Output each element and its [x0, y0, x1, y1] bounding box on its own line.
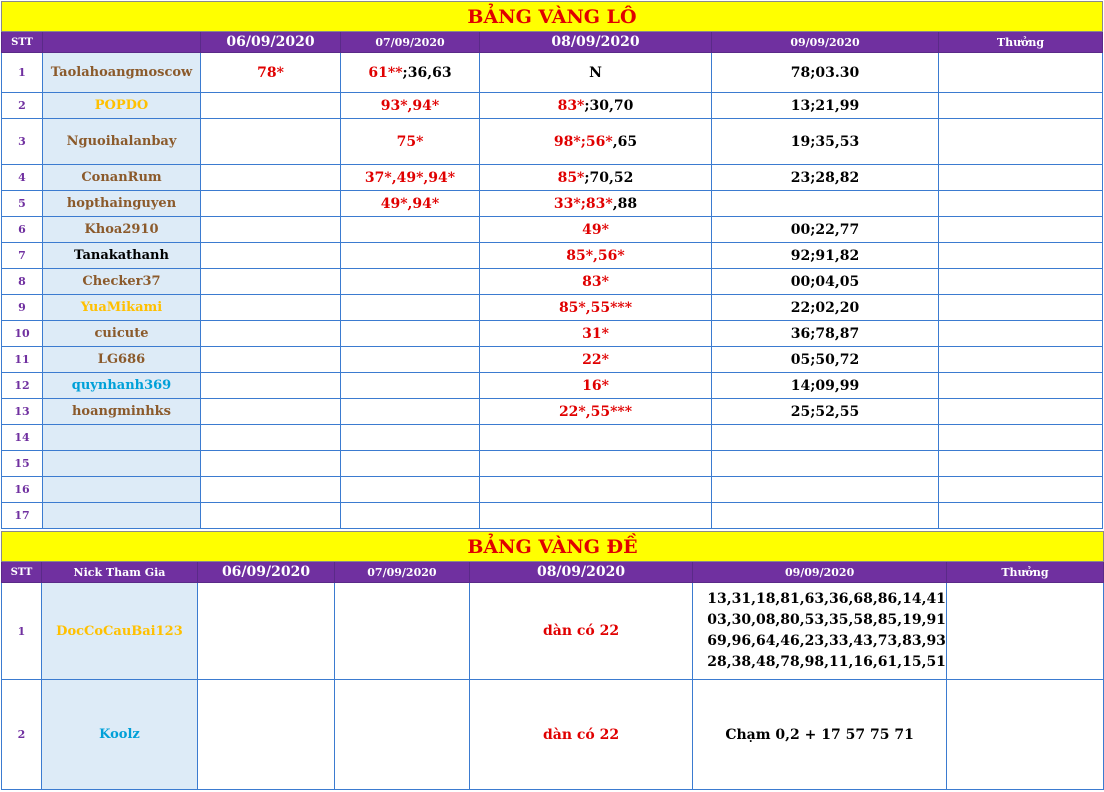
pick-value: 85* [557, 169, 585, 186]
row-d4 [712, 451, 939, 477]
header-reward: Thưởng [939, 32, 1103, 53]
row-d1 [201, 477, 341, 503]
row-nick [43, 165, 201, 191]
row-d4 [712, 295, 939, 321]
row-d1 [201, 217, 341, 243]
row-nick [43, 321, 201, 347]
result-value: 36;78,87 [790, 325, 860, 342]
row-nick [43, 243, 201, 269]
row-stt [2, 680, 42, 790]
result-value: 23;28,82 [790, 169, 860, 186]
row-d2 [341, 93, 480, 119]
header-date-0709: 07/09/2020 [334, 562, 469, 583]
table-row [2, 425, 1103, 451]
row-nick [41, 680, 197, 790]
row-nick [43, 191, 201, 217]
stt-value: 3 [18, 135, 26, 148]
pick-value: 83* [557, 97, 585, 114]
stt-value: 2 [18, 99, 26, 112]
row-d3 [480, 93, 712, 119]
table-row [2, 165, 1103, 191]
row-d4 [712, 217, 939, 243]
stt-value: 10 [14, 327, 30, 340]
de-title: BẢNG VÀNG ĐỀ [2, 532, 1104, 562]
row-d1 [201, 191, 341, 217]
lo-header-row [2, 32, 1103, 53]
row-d3 [480, 119, 712, 165]
row-d1 [201, 119, 341, 165]
header-date-0909: 09/09/2020 [712, 32, 939, 53]
row-d3 [480, 53, 712, 93]
row-nick [43, 399, 201, 425]
row-d4 [712, 119, 939, 165]
row-nick [43, 53, 201, 93]
row-d1 [201, 321, 341, 347]
row-d2 [341, 191, 480, 217]
nick-value: Nguoihalanbay [66, 134, 177, 149]
row-reward [939, 503, 1103, 529]
row-d1 [198, 583, 335, 680]
row-d3 [480, 243, 712, 269]
table-row [2, 217, 1103, 243]
table-row [2, 243, 1103, 269]
row-reward [939, 93, 1103, 119]
lo-table [1, 1, 1103, 529]
de-header-row [2, 562, 1104, 583]
stt-value: 2 [17, 728, 26, 741]
pick-value: ;30,70 [584, 97, 634, 114]
pick-value: ;36,63 [402, 64, 452, 81]
row-d4 [712, 269, 939, 295]
pick-value: 49*,94* [380, 195, 440, 212]
stt-value: 13 [14, 405, 30, 418]
row-d2 [341, 503, 480, 529]
number-line: 28,38,48,78,98,11,16,61,15,51 [707, 654, 946, 670]
row-reward [939, 191, 1103, 217]
row-d4 [712, 425, 939, 451]
pick-value: 49* [582, 221, 609, 238]
header-reward: Thưởng [946, 562, 1103, 583]
row-nick [43, 217, 201, 243]
row-d1 [201, 373, 341, 399]
nick-value: quynhanh369 [71, 378, 172, 393]
row-stt [2, 347, 43, 373]
row-d2 [341, 165, 480, 191]
row-nick [43, 269, 201, 295]
row-d2 [341, 295, 480, 321]
row-d3 [469, 583, 692, 680]
row-stt [2, 425, 43, 451]
row-d3 [480, 165, 712, 191]
row-stt [2, 321, 43, 347]
pick-value: dàn có 22 [542, 623, 620, 639]
result-value: 92;91,82 [790, 247, 860, 264]
row-nick [43, 295, 201, 321]
row-d3 [480, 217, 712, 243]
nick-value: cuicute [94, 326, 149, 341]
row-d1 [198, 680, 335, 790]
result-value: 13;21,99 [790, 97, 860, 114]
row-d4 [712, 347, 939, 373]
row-d3 [480, 269, 712, 295]
row-stt [2, 373, 43, 399]
stt-value: 6 [18, 223, 26, 236]
row-stt [2, 269, 43, 295]
row-reward [939, 119, 1103, 165]
row-stt [2, 451, 43, 477]
pick-value: ,88 [612, 195, 638, 212]
row-reward [946, 583, 1103, 680]
row-stt [2, 399, 43, 425]
stt-value: 14 [14, 431, 30, 444]
nick-value: hopthainguyen [66, 196, 177, 211]
pick-value: 98*;56* [553, 133, 613, 150]
stt-value: 16 [14, 483, 30, 496]
row-d2 [341, 373, 480, 399]
de-table [1, 531, 1104, 790]
table-row [2, 321, 1103, 347]
row-d4 [712, 477, 939, 503]
row-d4 [712, 399, 939, 425]
row-d4 [712, 373, 939, 399]
stt-value: 15 [14, 457, 30, 470]
row-d2 [341, 217, 480, 243]
table-row [2, 680, 1104, 790]
row-stt [2, 477, 43, 503]
row-stt [2, 217, 43, 243]
nick-value: LG686 [97, 352, 146, 367]
row-reward [939, 217, 1103, 243]
pick-value: 85*,56* [566, 247, 625, 264]
table-row [2, 583, 1104, 680]
pick-value: 16* [582, 377, 609, 394]
row-nick [43, 503, 201, 529]
row-d3 [480, 503, 712, 529]
row-d2 [341, 243, 480, 269]
row-d2 [334, 583, 469, 680]
row-d2 [341, 347, 480, 373]
nick-value: Khoa2910 [84, 222, 159, 237]
nick-value: ConanRum [81, 170, 162, 185]
table-row [2, 373, 1103, 399]
row-reward [939, 269, 1103, 295]
row-d3 [480, 373, 712, 399]
row-stt [2, 165, 43, 191]
row-d2 [341, 477, 480, 503]
nick-value: DocCoCauBai123 [56, 623, 183, 639]
row-d2 [341, 425, 480, 451]
row-d4 [712, 191, 939, 217]
row-d4 [712, 165, 939, 191]
table-row [2, 477, 1103, 503]
stt-value: 1 [17, 624, 26, 638]
row-d3 [480, 321, 712, 347]
number-line: 13,31,18,81,63,36,68,86,14,41 [707, 591, 946, 607]
table-row [2, 347, 1103, 373]
row-d1 [201, 269, 341, 295]
header-stt: STT [2, 562, 42, 583]
pick-value: dàn có 22 [542, 726, 620, 743]
pick-value: N [589, 64, 602, 81]
row-reward [939, 425, 1103, 451]
row-stt [2, 243, 43, 269]
header-date-0809: 08/09/2020 [480, 32, 712, 53]
stt-value: 12 [14, 379, 30, 392]
header-nick: Nick Tham Gia [41, 562, 197, 583]
row-d4 [712, 53, 939, 93]
pick-value: 61** [368, 64, 403, 81]
stt-value: 17 [14, 509, 30, 522]
header-date-0809: 08/09/2020 [469, 562, 692, 583]
row-d2 [341, 119, 480, 165]
lo-title: BẢNG VÀNG LÔ [2, 2, 1103, 32]
row-d4 [712, 503, 939, 529]
row-d3 [480, 425, 712, 451]
row-d2 [341, 399, 480, 425]
pick-value: ,65 [612, 133, 638, 150]
row-d3 [480, 295, 712, 321]
row-stt [2, 503, 43, 529]
row-d3 [480, 191, 712, 217]
header-date-0609: 06/09/2020 [198, 562, 335, 583]
header-nick [43, 32, 201, 53]
result-value: 25;52,55 [790, 403, 860, 420]
number-line: 03,30,08,80,53,35,58,85,19,91 [707, 612, 946, 628]
row-d2 [341, 321, 480, 347]
result-value: 78;03.30 [790, 64, 860, 81]
row-d1 [201, 425, 341, 451]
pick-value: 37*,49*,94* [364, 169, 456, 186]
result-value: 22;02,20 [790, 299, 860, 316]
stt-value: 9 [18, 301, 26, 314]
stt-value: 5 [18, 197, 26, 210]
stt-value: 4 [18, 171, 26, 184]
table-row [2, 191, 1103, 217]
row-d1 [201, 347, 341, 373]
row-stt [2, 295, 43, 321]
row-d2 [334, 680, 469, 790]
row-nick [41, 583, 197, 680]
row-reward [939, 165, 1103, 191]
result-value: 00;04,05 [790, 273, 860, 290]
pick-value: 93*,94* [380, 97, 440, 114]
row-d1 [201, 165, 341, 191]
row-reward [939, 53, 1103, 93]
table-row [2, 93, 1103, 119]
row-nick [43, 119, 201, 165]
row-d4 [712, 321, 939, 347]
row-d3 [480, 347, 712, 373]
row-d4 [712, 93, 939, 119]
header-date-0609: 06/09/2020 [201, 32, 341, 53]
row-d4 [712, 243, 939, 269]
row-reward [939, 399, 1103, 425]
row-d1 [201, 451, 341, 477]
row-d1 [201, 399, 341, 425]
row-nick [43, 93, 201, 119]
table-row [2, 269, 1103, 295]
nick-value: Koolz [99, 727, 140, 742]
row-d4 [693, 680, 947, 790]
row-reward [939, 295, 1103, 321]
row-reward [939, 373, 1103, 399]
row-stt [2, 583, 42, 680]
header-date-0909: 09/09/2020 [693, 562, 947, 583]
row-d1 [201, 503, 341, 529]
header-date-0709: 07/09/2020 [341, 32, 480, 53]
stt-value: 8 [18, 275, 26, 288]
result-value: 00;22,77 [790, 221, 860, 238]
row-d3 [480, 451, 712, 477]
row-nick [43, 425, 201, 451]
row-d1 [201, 243, 341, 269]
nick-value: YuaMikami [80, 300, 163, 315]
table-row [2, 53, 1103, 93]
row-reward [939, 347, 1103, 373]
pick-value: 85*,55*** [558, 299, 633, 316]
nick-value: hoangminhks [71, 404, 171, 419]
nick-value: Taolahoangmoscow [50, 65, 193, 80]
row-d2 [341, 269, 480, 295]
pick-value: 75* [396, 133, 424, 150]
row-nick [43, 347, 201, 373]
nick-value: Checker37 [82, 274, 161, 289]
table-row [2, 399, 1103, 425]
nick-value: POPDO [94, 98, 149, 113]
pick-value: 78* [257, 64, 284, 81]
table-row [2, 295, 1103, 321]
row-d2 [341, 451, 480, 477]
nick-value: Tanakathanh [74, 248, 169, 263]
result-value: 14;09,99 [790, 377, 860, 394]
row-reward [939, 451, 1103, 477]
result-value: Chạm 0,2 + 17 57 75 71 [725, 726, 914, 743]
number-line: 69,96,64,46,23,33,43,73,83,93 [707, 633, 946, 649]
table-row [2, 503, 1103, 529]
row-reward [946, 680, 1103, 790]
pick-value: 83* [582, 273, 609, 290]
stt-value: 7 [18, 249, 26, 262]
row-stt [2, 119, 43, 165]
row-d3 [469, 680, 692, 790]
row-d3 [480, 477, 712, 503]
pick-value: 31* [582, 325, 609, 342]
row-nick [43, 451, 201, 477]
row-reward [939, 477, 1103, 503]
row-d1 [201, 295, 341, 321]
stt-value: 1 [18, 66, 26, 79]
table-row [2, 451, 1103, 477]
row-d2 [341, 53, 480, 93]
table-row [2, 119, 1103, 165]
result-value: 19;35,53 [790, 133, 860, 150]
row-nick [43, 373, 201, 399]
pick-value: 22* [582, 351, 609, 368]
row-stt [2, 53, 43, 93]
pick-value: ;70,52 [584, 169, 634, 186]
stt-value: 11 [14, 353, 30, 366]
row-d1 [201, 93, 341, 119]
row-reward [939, 243, 1103, 269]
pick-value: 33*;83* [553, 195, 613, 212]
row-stt [2, 191, 43, 217]
row-d4 [693, 583, 947, 680]
result-value: 05;50,72 [790, 351, 860, 368]
row-d3 [480, 399, 712, 425]
pick-value: 22*,55*** [558, 403, 633, 420]
row-reward [939, 321, 1103, 347]
row-nick [43, 477, 201, 503]
row-stt [2, 93, 43, 119]
row-d1 [201, 53, 341, 93]
header-stt: STT [2, 32, 43, 53]
